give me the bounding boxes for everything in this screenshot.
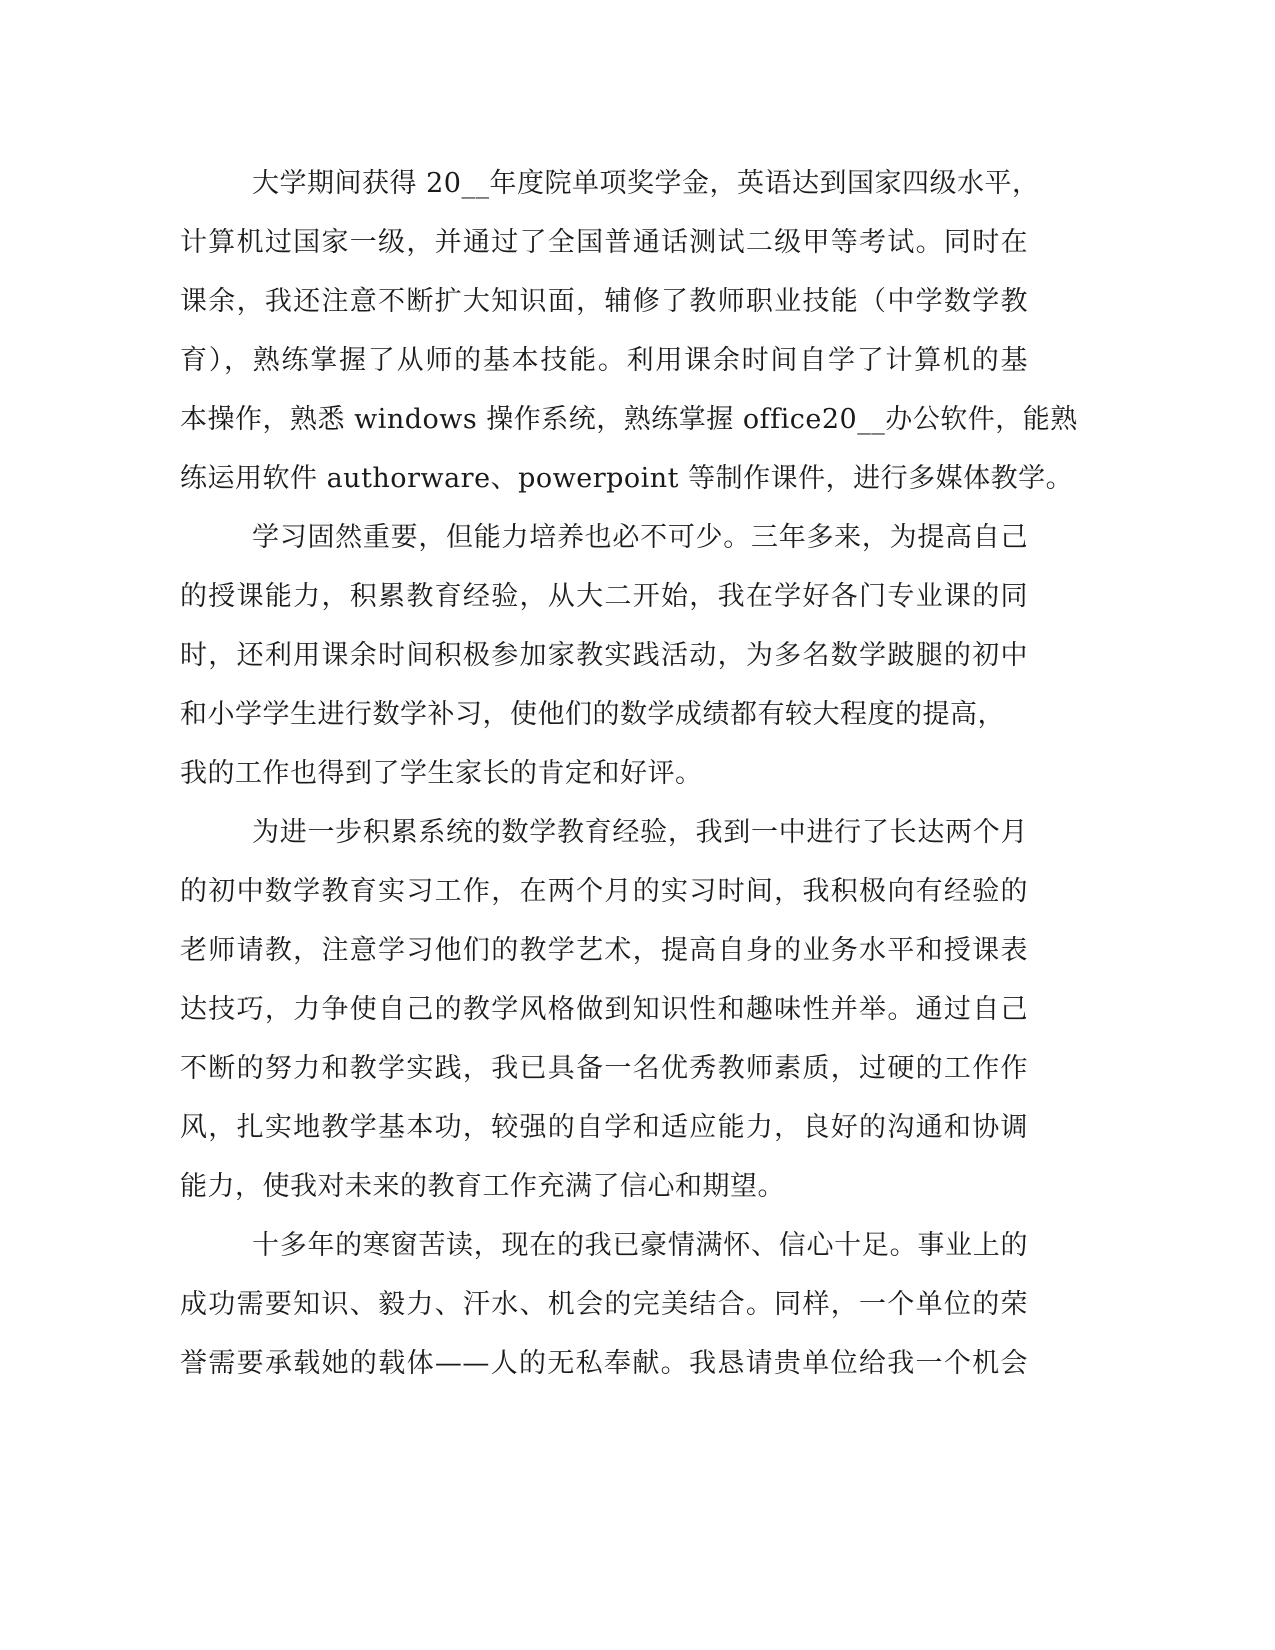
paragraph-2-line-2: 的授课能力，积累教育经验，从大二开始，我在学好各门专业课的同: [180, 581, 1028, 612]
paragraph-4-line-2: 成功需要知识、毅力、汗水、机会的完美结合。同样，一个单位的荣: [180, 1289, 1028, 1320]
paragraph-2-line-5: 我的工作也得到了学生家长的肯定和好评。: [180, 758, 703, 789]
paragraph-3-line-7: 能力，使我对未来的教育工作充满了信心和期望。: [180, 1171, 785, 1202]
paragraph-1-line-4: 育），熟练掌握了从师的基本技能。利用课余时间自学了计算机的基: [180, 345, 1028, 376]
paragraph-4-line-3: 誉需要承载她的载体——人的无私奉献。我恳请贵单位给我一个机会: [180, 1348, 1028, 1379]
paragraph-3-line-2: 的初中数学教育实习工作，在两个月的实习时间，我积极向有经验的: [180, 876, 1028, 907]
paragraph-1-line-6: 练运用软件 authorware、powerpoint 等制作课件，进行多媒体教学。: [180, 463, 1074, 494]
paragraph-1-line-3: 课余，我还注意不断扩大知识面，辅修了教师职业技能（中学数学教: [180, 286, 1028, 317]
paragraph-2-line-4: 和小学学生进行数学补习，使他们的数学成绩都有较大程度的提高，: [180, 699, 1005, 730]
paragraph-4-line-1: 十多年的寒窗苦读，现在的我已豪情满怀、信心十足。事业上的: [252, 1230, 1028, 1261]
paragraph-1-line-1: 大学期间获得 20__年度院单项奖学金，英语达到国家四级水平，: [252, 168, 1040, 199]
paragraph-3-line-4: 达技巧，力争使自己的教学风格做到知识性和趣味性并举。通过自己: [180, 994, 1028, 1025]
paragraph-2-line-1: 学习固然重要，但能力培养也必不可少。三年多来，为提高自己: [252, 522, 1028, 553]
paragraph-1-line-5: 本操作，熟悉 windows 操作系统，熟练掌握 office20__办公软件，能熟: [180, 404, 1078, 435]
paragraph-2-line-3: 时，还利用课余时间积极参加家教实践活动，为多名数学跛腿的初中: [180, 640, 1028, 671]
paragraph-3-line-5: 不断的努力和教学实践，我已具备一名优秀教师素质，过硬的工作作: [180, 1053, 1028, 1084]
paragraph-1-line-2: 计算机过国家一级，并通过了全国普通话测试二级甲等考试。同时在: [180, 227, 1028, 258]
paragraph-3-line-1: 为进一步积累系统的数学教育经验，我到一中进行了长达两个月: [252, 817, 1028, 848]
paragraph-3-line-6: 风，扎实地教学基本功，较强的自学和适应能力，良好的沟通和协调: [180, 1112, 1028, 1143]
paragraph-3-line-3: 老师请教，注意学习他们的教学艺术，提高自身的业务水平和授课表: [180, 935, 1028, 966]
document-body: [180, 154, 1078, 1393]
